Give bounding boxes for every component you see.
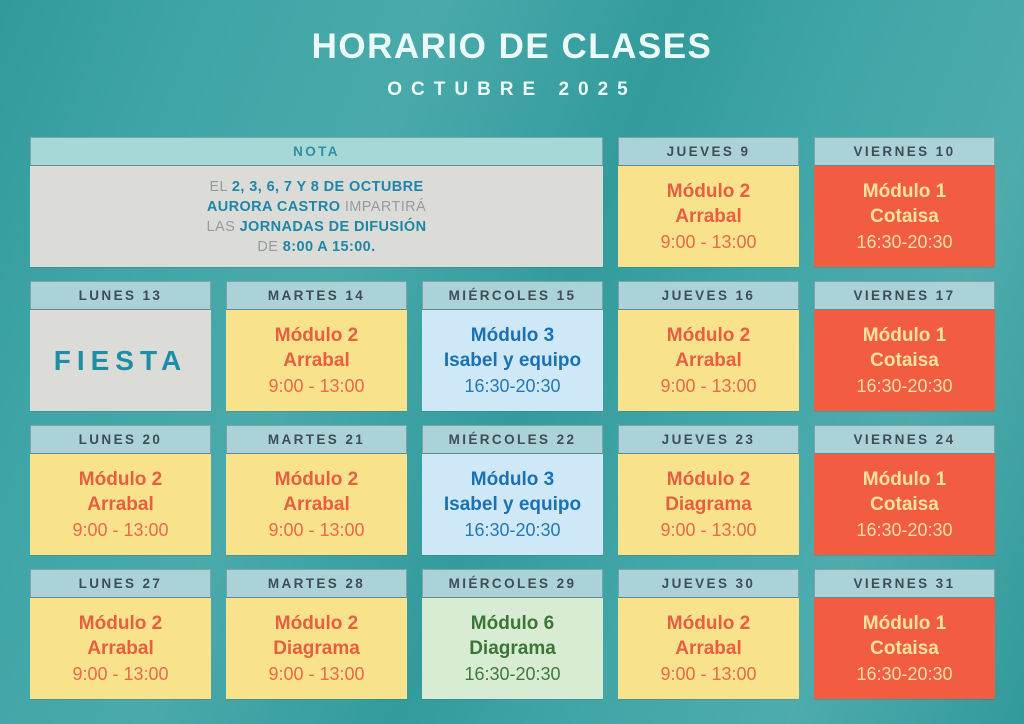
day-card-miercoles-15 [422,281,603,411]
day-body [814,598,995,699]
instructor-label: Diagrama [469,637,556,659]
instructor-label: Cotaisa [870,493,939,515]
instructor-label: Cotaisa [870,637,939,659]
note-text-muted: LAS [206,218,240,235]
instructor-label: Arrabal [87,493,154,515]
module-label: Módulo 6 [470,612,555,634]
time-label: 16:30-20:30 [464,375,561,396]
page-header [0,0,1024,101]
module-label: Módulo 1 [862,612,947,634]
module-label: Módulo 2 [274,612,359,634]
day-body [422,598,603,699]
day-header: VIERNES 10 [814,137,995,166]
day-card-martes-21 [226,425,407,555]
note-text-muted: IMPARTIRÁ [340,198,427,215]
module-label: Módulo 2 [666,324,751,346]
time-label: 16:30-20:30 [856,663,953,684]
instructor-label: Arrabal [675,637,742,659]
day-body [226,598,407,699]
fiesta-label: FIESTA [53,344,188,376]
day-card-viernes-31 [814,569,995,699]
time-label: 9:00 - 13:00 [660,519,757,540]
note-text-muted: DE [257,238,283,255]
instructor-label: Arrabal [87,637,154,659]
day-header: VIERNES 17 [814,281,995,310]
time-label: 9:00 - 13:00 [660,375,757,396]
time-label: 16:30-20:30 [856,231,953,252]
note-header: NOTA [30,137,603,166]
note-text-strong: JORNADAS DE DIFUSIÓN [239,218,427,235]
module-label: Módulo 1 [862,180,947,202]
time-label: 9:00 - 13:00 [660,231,757,252]
day-card-lunes-13 [30,281,211,411]
day-header: MARTES 14 [226,281,407,310]
page-title: HORARIO DE CLASES [311,27,713,66]
day-card-jueves-23 [618,425,799,555]
day-card-jueves-9 [618,137,799,267]
day-card-martes-14 [226,281,407,411]
note-text-muted: EL [209,178,232,195]
day-header: LUNES 27 [30,569,211,598]
day-card-viernes-10 [814,137,995,267]
time-label: 16:30-20:30 [856,375,953,396]
day-body [814,166,995,267]
module-label: Módulo 3 [470,324,555,346]
day-header: VIERNES 24 [814,425,995,454]
day-header: JUEVES 23 [618,425,799,454]
time-label: 16:30-20:30 [464,519,561,540]
day-header: MARTES 21 [226,425,407,454]
day-card-jueves-16 [618,281,799,411]
note-card [30,137,603,267]
module-label: Módulo 2 [666,468,751,490]
instructor-label: Arrabal [675,349,742,371]
day-header: VIERNES 31 [814,569,995,598]
day-header: MARTES 28 [226,569,407,598]
instructor-label: Arrabal [283,349,350,371]
day-header: JUEVES 16 [618,281,799,310]
instructor-label: Arrabal [675,205,742,227]
time-label: 9:00 - 13:00 [660,663,757,684]
schedule-grid [30,137,995,699]
day-body [618,598,799,699]
day-card-miercoles-29 [422,569,603,699]
instructor-label: Isabel y equipo [443,349,582,371]
time-label: 9:00 - 13:00 [72,519,169,540]
day-header: JUEVES 30 [618,569,799,598]
module-label: Módulo 2 [666,612,751,634]
day-card-miercoles-22 [422,425,603,555]
time-label: 16:30-20:30 [856,519,953,540]
note-text-strong: 2, 3, 6, 7 Y 8 DE OCTUBRE [231,178,424,195]
module-label: Módulo 2 [666,180,751,202]
page-subtitle: OCTUBRE 2025 [387,79,637,100]
time-label: 9:00 - 13:00 [72,663,169,684]
day-body [30,454,211,555]
day-header: MIÉRCOLES 22 [422,425,603,454]
day-card-lunes-20 [30,425,211,555]
day-body [422,310,603,411]
day-body [618,310,799,411]
instructor-label: Diagrama [273,637,360,659]
module-label: Módulo 2 [78,612,163,634]
time-label: 9:00 - 13:00 [268,519,365,540]
instructor-label: Isabel y equipo [443,493,582,515]
day-header: MIÉRCOLES 15 [422,281,603,310]
module-label: Módulo 2 [274,324,359,346]
module-label: Módulo 1 [862,468,947,490]
day-header: MIÉRCOLES 29 [422,569,603,598]
instructor-label: Arrabal [283,493,350,515]
day-body [814,310,995,411]
day-header: LUNES 20 [30,425,211,454]
day-body [422,454,603,555]
note-text-strong: AURORA CASTRO [206,198,341,215]
note-body [30,166,603,267]
day-header: LUNES 13 [30,281,211,310]
day-card-jueves-30 [618,569,799,699]
day-body [226,454,407,555]
day-header: JUEVES 9 [618,137,799,166]
day-card-lunes-27 [30,569,211,699]
day-card-viernes-24 [814,425,995,555]
day-body [30,598,211,699]
module-label: Módulo 1 [862,324,947,346]
day-body [226,310,407,411]
instructor-label: Cotaisa [870,205,939,227]
day-card-martes-28 [226,569,407,699]
module-label: Módulo 3 [470,468,555,490]
day-body [30,310,211,411]
day-body [618,166,799,267]
day-body [814,454,995,555]
module-label: Módulo 2 [274,468,359,490]
note-text-strong: 8:00 A 15:00. [282,238,376,255]
day-body [618,454,799,555]
instructor-label: Cotaisa [870,349,939,371]
instructor-label: Diagrama [665,493,752,515]
time-label: 9:00 - 13:00 [268,663,365,684]
time-label: 9:00 - 13:00 [268,375,365,396]
time-label: 16:30-20:30 [464,663,561,684]
module-label: Módulo 2 [78,468,163,490]
day-card-viernes-17 [814,281,995,411]
